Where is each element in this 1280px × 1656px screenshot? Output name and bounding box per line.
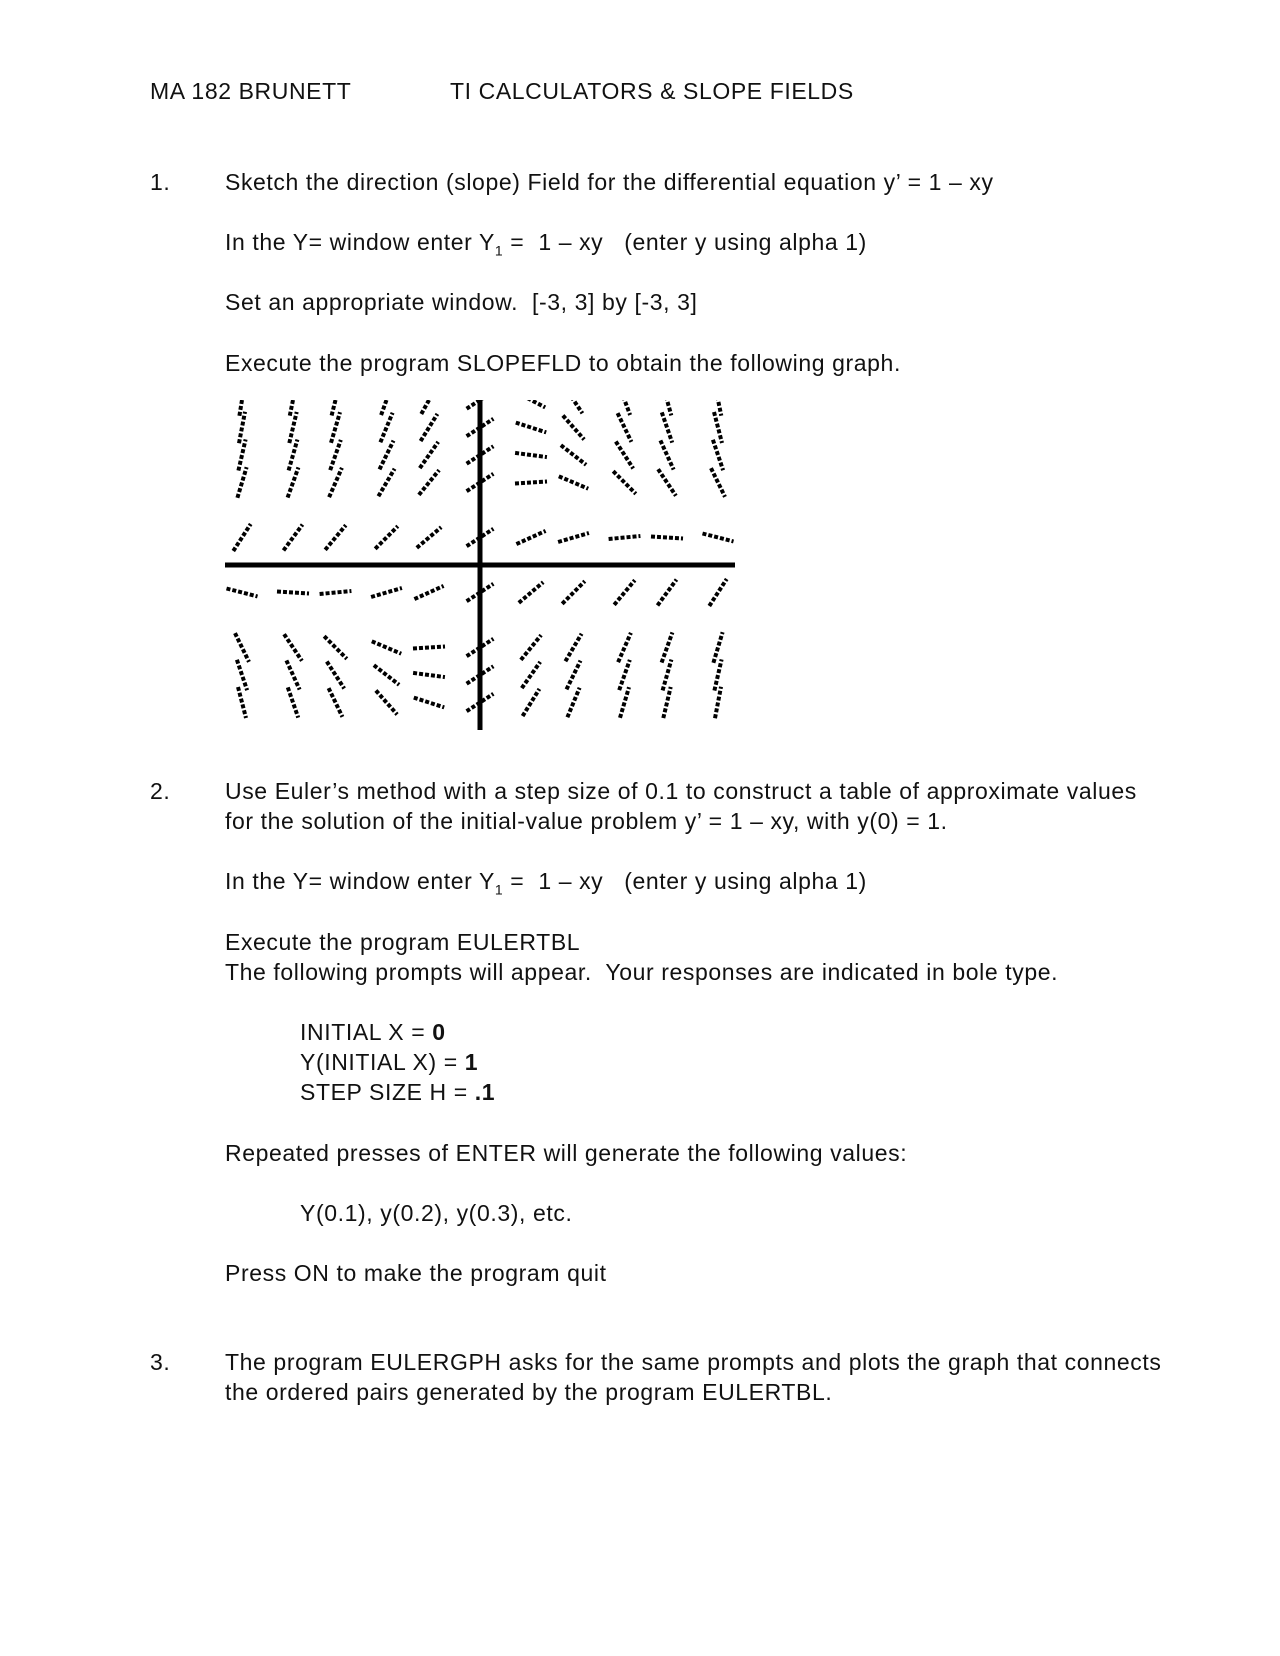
slope-segment xyxy=(711,468,725,497)
slope-segment xyxy=(713,632,722,663)
y-enter-prefix: In the Y= window enter Y xyxy=(225,868,495,894)
item-1-sketch-text: Sketch the direction (slope) Field for the differential equation y’ = 1 – xy xyxy=(225,169,994,195)
slope-segment xyxy=(284,634,302,661)
slope-segment xyxy=(517,400,545,407)
item-2-y-enter xyxy=(225,866,867,905)
slope-segment xyxy=(658,580,677,606)
prompt-response: 1 xyxy=(464,1049,479,1075)
slope-segment xyxy=(420,442,438,468)
slope-segment xyxy=(380,413,392,443)
slope-segment xyxy=(238,439,245,470)
slope-segment xyxy=(620,687,629,718)
item-1-execute: Execute the program SLOPEFLD to obtain the following graph. xyxy=(225,350,901,376)
slope-segment xyxy=(619,400,630,415)
slope-segment xyxy=(561,445,586,465)
slope-segment xyxy=(714,659,721,690)
slope-segment xyxy=(238,687,246,718)
slope-segment xyxy=(662,632,673,662)
slope-segment xyxy=(419,470,439,495)
prompt-response: .1 xyxy=(474,1079,496,1105)
slope-segment xyxy=(658,469,676,496)
slope-segment xyxy=(565,400,583,413)
slope-segment xyxy=(662,412,672,442)
slope-segment xyxy=(284,525,303,551)
slope-segment xyxy=(289,440,298,471)
slope-segment xyxy=(714,412,722,443)
slope-segment xyxy=(227,589,258,597)
slope-segment xyxy=(239,412,245,443)
slope-segment xyxy=(703,534,734,542)
item-2-euler-line-2: for the solution of the initial-value problem y’ = 1 – xy, with y(0) = 1. xyxy=(225,808,948,834)
prompt-initial-x xyxy=(300,1017,446,1047)
slope-segment xyxy=(619,660,630,690)
item-2-euler-line-1: Use Euler’s method with a step size of 0.1 to construct a table of approximate values xyxy=(225,778,1137,804)
slope-segment xyxy=(378,469,394,497)
item-2-quit: Press ON to make the program quit xyxy=(225,1260,607,1286)
slope-segment xyxy=(715,687,721,718)
header-title: TI CALCULATORS & SLOPE FIELDS xyxy=(450,78,854,104)
y-enter-suffix: = 1 – xy (enter y using alpha 1) xyxy=(503,229,867,255)
y-enter-prefix: In the Y= window enter Y xyxy=(225,229,495,255)
slope-segment xyxy=(381,400,392,415)
slope-segment xyxy=(559,476,588,488)
slope-segment xyxy=(421,400,436,414)
slope-segment xyxy=(523,689,540,716)
slope-segment xyxy=(558,533,589,542)
item-2-execute: Execute the program EULERTBL xyxy=(225,929,581,955)
item-2-prompts-intro: The following prompts will appear. Your responses are indicated in bole type. xyxy=(225,959,1059,985)
prompt-step-size xyxy=(300,1077,495,1107)
item-1-y-enter xyxy=(225,227,867,266)
slope-segment xyxy=(320,591,352,594)
slope-segment xyxy=(329,688,343,717)
slope-segment xyxy=(565,634,581,662)
slope-field-chart xyxy=(225,400,735,730)
slope-segment xyxy=(613,471,636,494)
slope-segment xyxy=(375,526,398,549)
slope-segment xyxy=(519,582,543,603)
slope-segment xyxy=(288,687,298,717)
slope-segment xyxy=(376,691,397,715)
slope-segment xyxy=(325,525,346,550)
slope-segment xyxy=(663,687,670,718)
item-3-number: 3. xyxy=(150,1349,171,1375)
slope-segment xyxy=(713,440,723,470)
y-subscript: 1 xyxy=(494,242,504,259)
item-3-line-2: the ordered pairs generated by the program EULERTBL. xyxy=(225,1379,833,1405)
header-course: MA 182 BRUNETT xyxy=(150,78,352,104)
slope-segment xyxy=(374,665,399,685)
slope-segment xyxy=(413,647,445,649)
slope-segment xyxy=(522,662,540,688)
slope-segment xyxy=(414,586,443,599)
slope-segment xyxy=(324,636,347,659)
slope-segment xyxy=(237,660,247,690)
slope-segment xyxy=(233,524,250,551)
slope-segment xyxy=(331,412,340,443)
y-enter-suffix: = 1 – xy (enter y using alpha 1) xyxy=(503,868,867,894)
slope-segment xyxy=(413,673,445,677)
slope-segment xyxy=(616,442,633,469)
slope-segment xyxy=(516,531,545,544)
slope-segment xyxy=(563,416,584,440)
slope-segment xyxy=(521,635,541,660)
slope-segment xyxy=(709,579,726,606)
item-2-repeated: Repeated presses of ENTER will generate the following values: xyxy=(225,1140,908,1166)
slope-segment xyxy=(286,660,299,689)
prompt-response: 0 xyxy=(432,1019,446,1045)
y-subscript: 1 xyxy=(494,881,504,898)
prompt-label: STEP SIZE H = xyxy=(300,1079,475,1105)
slope-segment xyxy=(651,537,683,539)
item-3-line-1: The program EULERGPH asks for the same prompts and plots the graph that connects xyxy=(225,1349,1162,1375)
slope-segment xyxy=(663,660,672,691)
slope-segment xyxy=(515,453,547,457)
item-1-number: 1. xyxy=(150,169,171,195)
prompt-label: INITIAL X = xyxy=(300,1019,433,1045)
slope-segment xyxy=(618,633,631,662)
slope-segment xyxy=(277,592,309,594)
slope-segment xyxy=(567,688,579,718)
item-2-values: Y(0.1), y(0.2), y(0.3), etc. xyxy=(300,1200,573,1226)
slope-segment xyxy=(421,414,438,441)
slope-segment xyxy=(516,423,546,433)
slope-segment xyxy=(330,440,341,470)
slope-segment xyxy=(609,536,641,539)
slope-segment xyxy=(235,633,249,662)
slope-segment xyxy=(618,413,632,442)
slope-segment xyxy=(515,482,547,484)
slope-segment xyxy=(660,440,673,469)
prompt-label: Y(INITIAL X) = xyxy=(300,1049,465,1075)
item-2-number: 2. xyxy=(150,778,171,804)
slope-segment xyxy=(329,468,342,497)
slope-segment xyxy=(562,581,585,604)
slope-segment xyxy=(567,661,581,690)
slope-segment xyxy=(288,467,299,497)
prompt-y-initial-x xyxy=(300,1047,478,1077)
slope-segment xyxy=(327,662,344,689)
slope-segment xyxy=(372,641,401,653)
slope-segment xyxy=(614,580,635,605)
slope-segment xyxy=(371,588,402,597)
item-1-window: Set an appropriate window. [-3, 3] by [-3, 3] xyxy=(225,289,698,315)
slope-segment xyxy=(380,441,394,470)
slope-segment xyxy=(414,698,444,708)
slope-segment xyxy=(289,412,296,443)
slope-segment xyxy=(417,527,441,548)
slope-segment xyxy=(237,467,246,498)
